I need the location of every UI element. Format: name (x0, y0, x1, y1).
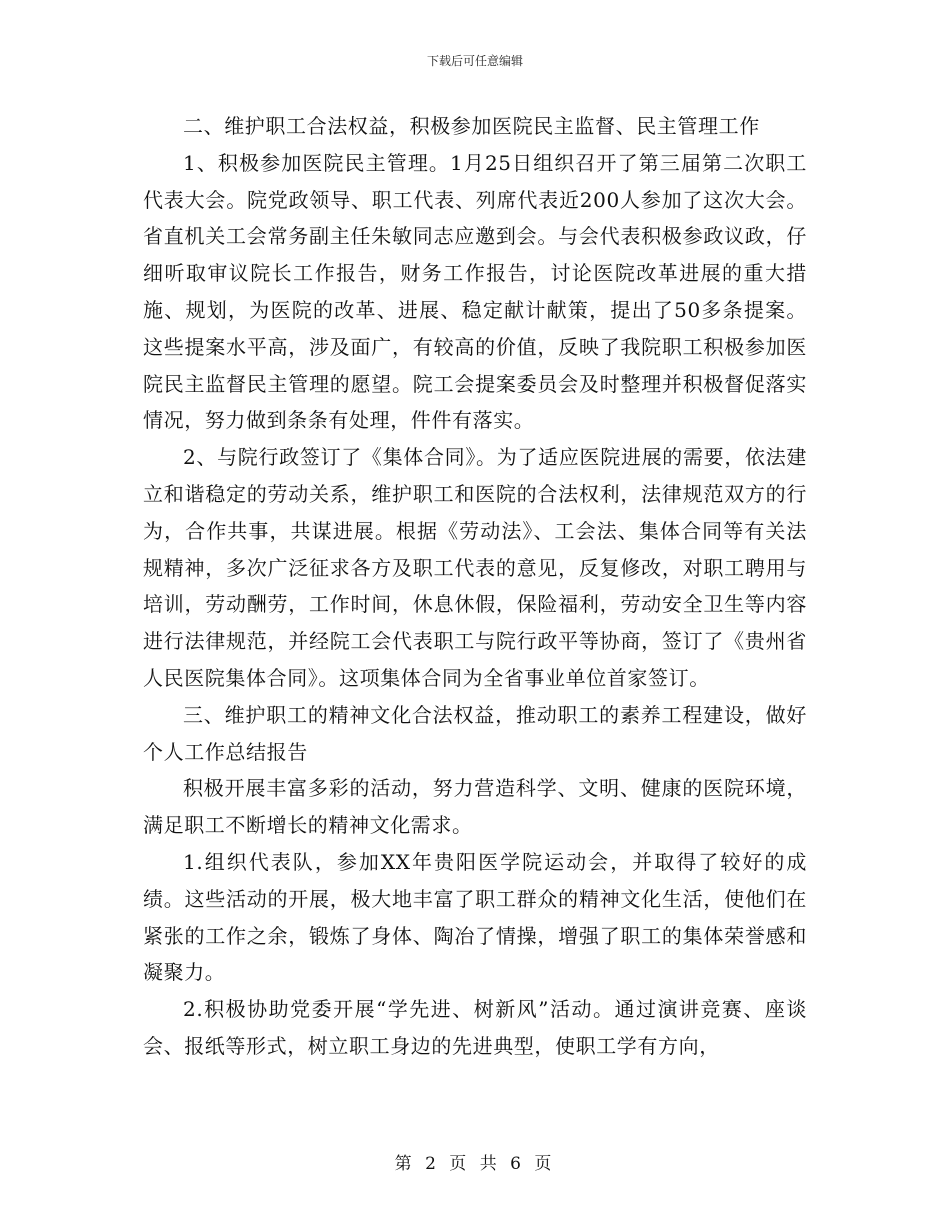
section-heading-2: 二、维护职工合法权益，积极参加医院民主监督、民主管理工作 (183, 114, 760, 138)
paragraph-democratic-management: 1、积极参加医院民主管理。1月25日组织召开了第三届第二次职工代表大会。院党政领导、职工代表、列席代表近200人参加了这次大会。省直机关工会常务副主任朱敏同志应邀到会。与会代表积极参政议政，仔细听取审议院长工作报告，财务工作报告，讨论医院改革进展的重大措施、规划，为医院的改革、进展、稳定献计献策，提出了50多条提案。这些提案水平高，涉及面广，有较高的价值，反映了我院职工积极参加医院民主监督民主管理的愿望。院工会提案委员会及时整理并积极督促落实情况，努力做到条条有处理，件件有落实。 (143, 150, 807, 433)
section-heading-3: 三、维护职工的精神文化合法权益，推动职工的素养工程建设，做好个人工作总结报告 (143, 702, 807, 764)
page-header-note: 下载后可任意编辑 (426, 54, 523, 68)
paragraph-cultural-activities: 积极开展丰富多彩的活动，努力营造科学、文明、健康的医院环境，满足职工不断增长的精神文化需求。 (143, 776, 807, 838)
paragraph-learn-advanced: 2.积极协助党委开展“学先进、树新风”活动。通过演讲竞赛、座谈会、报纸等形式，树立职工身边的先进典型，使职工学有方向， (143, 997, 807, 1058)
paragraph-sports-meet: 1.组织代表队，参加XX年贵阳医学院运动会，并取得了较好的成绩。这些活动的开展，极大地丰富了职工群众的精神文化生活，使他们在紧张的工作之余，锻炼了身体、陶冶了情操，增强了职工的集体荣誉感和凝聚力。 (143, 849, 807, 985)
document-body (143, 108, 807, 1065)
page-number-footer: 第 2 页 共 6 页 (394, 1154, 556, 1174)
paragraph-collective-contract: 2、与院行政签订了《集体合同》。为了适应医院进展的需要，依法建立和谐稳定的劳动关系，维护职工和医院的合法权利，法律规范双方的行为，合作共事，共谋进展。根据《劳动法》、工会法、集体合同等有关法规精神，多次广泛征求各方及职工代表的意见，反复修改，对职工聘用与培训，劳动酬劳，工作时间，休息休假，保险福利，劳动安全卫生等内容进行法律规范，并经院工会代表职工与院行政平等协商，签订了《贵州省人民医院集体合同》。这项集体合同为全省事业单位首家签订。 (143, 445, 807, 690)
